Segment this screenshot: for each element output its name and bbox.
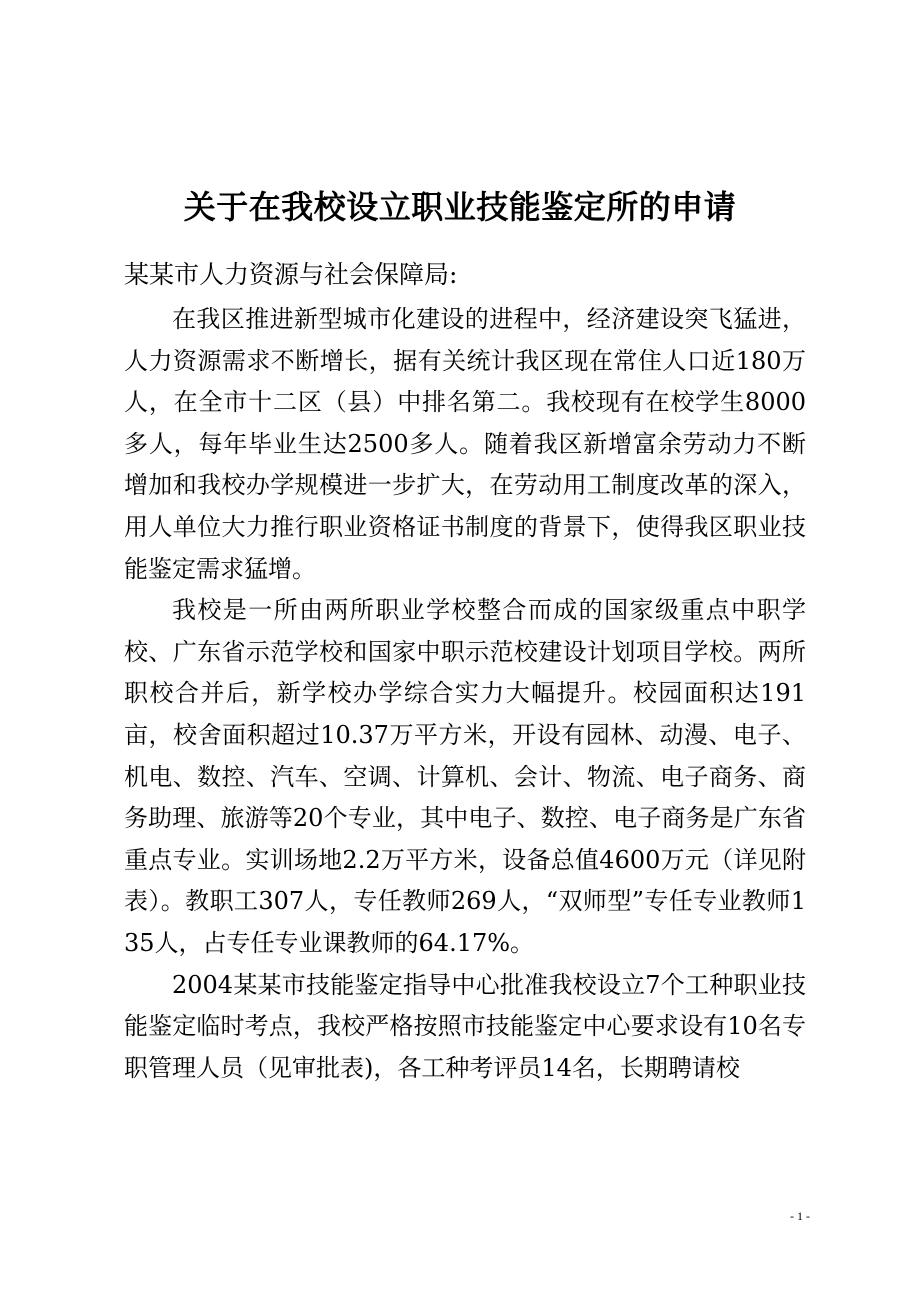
- document-title: 关于在我校设立职业技能鉴定所的申请: [183, 188, 737, 227]
- paragraph: 我校是一所由两所职业学校整合而成的国家级重点中职学校、广东省示范学校和国家中职示范校建设计划项目学校。两所职校合并后，新学校办学综合实力大幅提升。校园面积达191亩，校舍面积超过10.37万平方米，开设有园林、动漫、电子、机电、数控、汽车、空调、计算机、会计、物流、电子商务、商务助理、旅游等20个专业，其中电子、数控、电子商务是广东省重点专业。实训场地2.2万平方米，设备总值4600万元（详见附表）。教职工307人，专任教师269人，“双师型”专任专业教师135人，占专任专业课教师的64.17%。: [124, 596, 806, 957]
- paragraph: 2004某某市技能鉴定指导中心批准我校设立7个工种职业技能鉴定临时考点，我校严格按照市技能鉴定中心要求设有10名专职管理人员（见审批表)，各工种考评员14名，长期聘请校: [124, 970, 806, 1082]
- salutation: 某某市人力资源与社会保障局:: [124, 260, 458, 289]
- paragraph: 在我区推进新型城市化建设的进程中，经济建设突飞猛进，人力资源需求不断增长，据有关统计我区现在常住人口近180万人，在全市十二区（县）中排名第二。我校现有在校学生8000多人，每年毕业生达2500多人。随着我区新增富余劳动力不断增加和我校办学规模进一步扩大，在劳动用工制度改革的深入，用人单位大力推行职业资格证书制度的背景下，使得我区职业技能鉴定需求猛增。: [124, 305, 806, 583]
- page-number: - 1 -: [790, 1209, 810, 1223]
- document-body: [124, 299, 806, 1089]
